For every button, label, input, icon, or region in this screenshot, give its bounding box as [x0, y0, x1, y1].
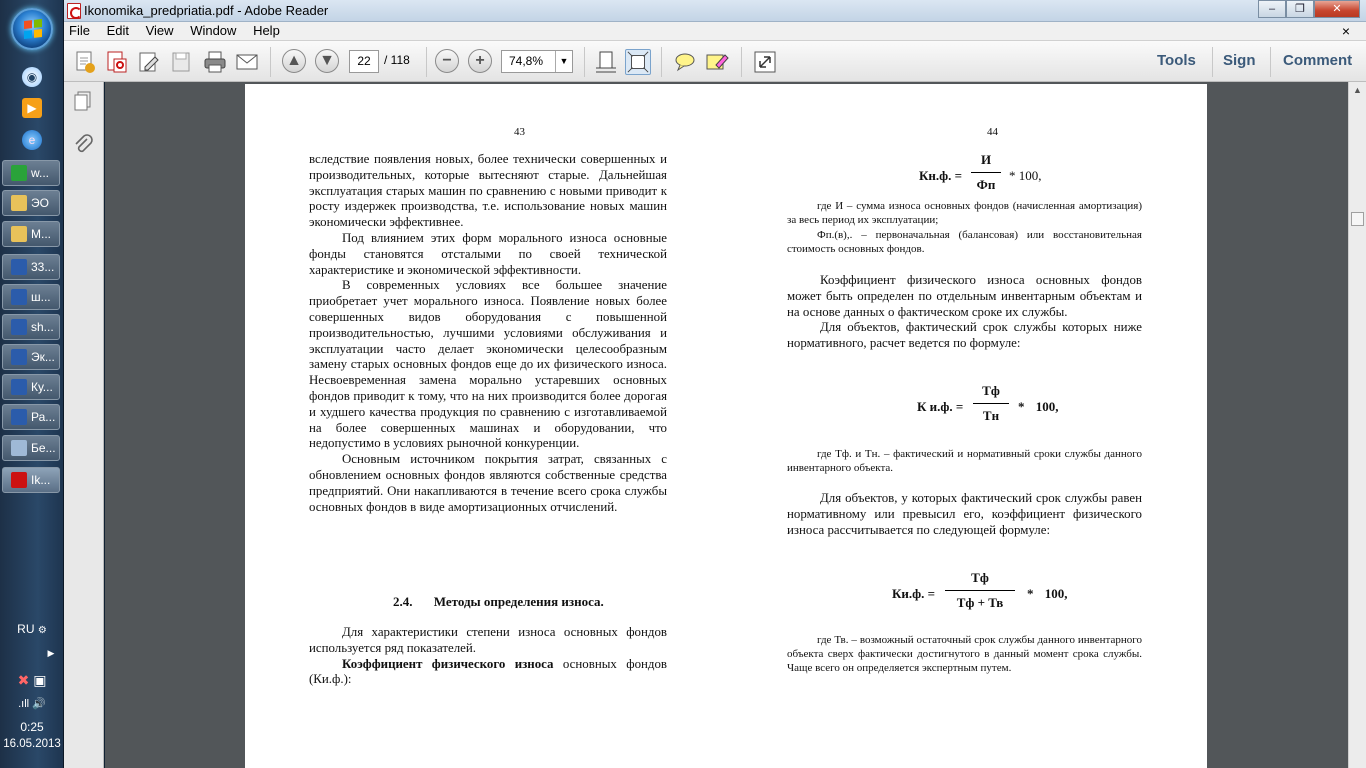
edit-icon[interactable] [136, 49, 162, 75]
create-icon[interactable] [72, 49, 98, 75]
next-page-button[interactable] [315, 49, 339, 73]
page-thumbnails-icon[interactable] [72, 90, 94, 112]
taskbar-button-label: sh... [31, 320, 54, 334]
formula-3-fraction [945, 570, 1015, 611]
formula-2-rhs: * 100, [1018, 399, 1059, 414]
formula-1-rhs: * 100, [1009, 168, 1042, 183]
paragraph: Для объектов, фактический срок службы которых ниже нормативного, расчет ведется по формуле: [787, 320, 1142, 351]
word-icon [11, 319, 27, 335]
separator [741, 47, 742, 77]
fraction-line [971, 172, 1001, 173]
minus-icon: − [442, 52, 452, 69]
email-icon[interactable] [234, 49, 260, 75]
language-menu-icon: ⚙ [37, 625, 47, 636]
pdf-page [245, 84, 1207, 768]
right-column-text [787, 273, 1142, 352]
taskbar-button[interactable] [2, 190, 60, 216]
fit-window-icon[interactable] [625, 49, 651, 75]
media-center-icon[interactable]: ◉ [22, 67, 42, 87]
denominator: Фп [976, 177, 996, 192]
numerator: Тф [971, 570, 989, 585]
paragraph: вследствие появления новых, более технически совершенных и производительных, которые вытесняют старые. Дальнейшая эксплуатация старых машин по сравнению с новыми приводит к росту издержек производства, т.е. использование новых машин экономически эффективнее. [309, 152, 667, 230]
minimize-button[interactable]: – [1258, 0, 1286, 18]
media-player-icon[interactable]: ▶ [22, 98, 42, 118]
pdf-icon [11, 472, 27, 488]
paragraph: Для объектов, у которых фактический срок службы равен нормативному или превысил его, коэффициент физического износа рассчитывается по следующей формуле: [787, 491, 1142, 537]
paragraph: Под влиянием этих форм морального износа основные фонды становятся отсталыми по своей технической характеристике и экономической эффективности. [309, 230, 667, 277]
left-column-text [309, 152, 667, 515]
paragraph: В современных условиях все большее значение приобретает учет морального износа. Появление новых более совершенных видов оборудования с повышенной производительностью, лучшими условиями обслуживания и эксплуатации часто делает экономически целесообразным замену старых основных фондов еще до их физического износа. Несвоевременная замена морально устаревших основных фондов приводит к тому, что на них производится более дорогая и худшего качества продукция по сравнению с изготавливаемой на более совершенных машинах и оборудовании, что недопустимо в условиях рыночной конкуренции. [309, 278, 667, 451]
full-screen-icon[interactable] [752, 49, 778, 75]
section-number: 2.4. [393, 594, 413, 609]
taskbar-button-label: Ку... [31, 380, 53, 394]
folder-icon [11, 195, 27, 211]
clock-date[interactable]: 16.05.2013 [3, 738, 61, 750]
comment-pane-link[interactable]: Comment [1283, 52, 1353, 69]
taskbar-button[interactable] [2, 467, 60, 493]
zoom-in-button[interactable] [468, 49, 492, 73]
paragraph: Коэффициент физического износа основных фондов может быть определен по отдельным инвентарным объектам и на основе данных о фактическом сроке их службы. [787, 273, 1142, 319]
fit-page-icon[interactable] [593, 49, 619, 75]
bold-term: Коэффициент физического износа [342, 656, 554, 671]
menu-window[interactable]: Window [190, 23, 237, 38]
taskbar-button-label: ЭО [31, 196, 49, 210]
formula-1-lhs: Кн.ф. = [919, 168, 963, 183]
tray-icons-2 [0, 697, 64, 710]
taskbar-button[interactable] [2, 374, 60, 400]
right-column-text-2 [787, 491, 1142, 538]
show-hidden-icons-arrow[interactable]: ▶ [47, 648, 55, 658]
adobe-reader-icon [67, 3, 81, 19]
menu-view[interactable]: View [145, 23, 174, 38]
taskbar-button[interactable] [2, 314, 60, 340]
numerator: И [980, 152, 992, 167]
scroll-up-icon[interactable]: ▲ [1353, 85, 1362, 95]
taskbar-button[interactable] [2, 254, 60, 280]
window-title: Ikonomika_predpriatia.pdf - Adobe Reader [84, 3, 329, 18]
menu-edit[interactable]: Edit [106, 23, 129, 38]
fraction-line [973, 403, 1009, 404]
taskbar-button-label: 33... [31, 260, 55, 274]
toolbar [64, 41, 1366, 82]
word-icon [11, 379, 27, 395]
numerator: Тф [982, 383, 1000, 398]
page-number-input[interactable]: 22 [349, 50, 379, 73]
taskbar-button-label: w... [31, 166, 50, 180]
zoom-value: 74,8% [509, 54, 544, 68]
taskbar-button[interactable] [2, 221, 60, 247]
taskbar-button[interactable] [2, 404, 60, 430]
note: где Тв. – возможный остаточный срок службы данного инвентарного объекта сверх фактически достигнутого в данный момент срока службы. Чаще всего он определяется экспертным путем. [787, 634, 1142, 674]
taskbar-button-label: Ik... [31, 473, 51, 487]
paragraph: Для характеристики степени износа основных фондов используется ряд показателей. [309, 625, 667, 655]
language-indicator[interactable] [0, 622, 64, 636]
attachments-icon[interactable] [72, 134, 94, 156]
word-icon [11, 349, 27, 365]
arrow-down-icon: ▼ [319, 52, 335, 69]
signal-icon[interactable]: .ıll [18, 698, 30, 710]
windows-taskbar [0, 0, 64, 768]
tools-pane-link[interactable]: Tools [1157, 52, 1196, 69]
maximize-button[interactable]: ❐ [1286, 0, 1314, 18]
note: Фп.(в),. – первоначальная (балансовая) или восстановительная стоимость основных фондов. [787, 229, 1142, 255]
denominator: Тф + Тв [956, 595, 1004, 610]
word-icon [11, 289, 27, 305]
denominator: Тн [982, 408, 1000, 423]
create-pdf-icon[interactable] [104, 49, 130, 75]
separator [426, 47, 427, 77]
fraction-line [945, 590, 1015, 591]
print-icon[interactable] [202, 49, 228, 75]
menu-help[interactable]: Help [253, 23, 280, 38]
section-heading [393, 594, 604, 610]
folder-icon [11, 226, 27, 242]
word-icon [11, 409, 27, 425]
window-titlebar [64, 0, 1366, 22]
taskbar-button[interactable] [2, 160, 60, 186]
windows-logo-icon [24, 19, 42, 39]
left-column-text-2 [309, 625, 667, 688]
save-icon[interactable] [168, 49, 194, 75]
separator [1212, 47, 1213, 77]
sign-pane-link[interactable]: Sign [1223, 52, 1256, 69]
taskbar-button[interactable] [2, 344, 60, 370]
language-label: RU [17, 622, 35, 636]
volume-icon[interactable]: 🔊 [32, 698, 46, 710]
taskbar-button-label: Ра... [31, 410, 56, 424]
close-button[interactable]: ✕ [1314, 0, 1360, 18]
separator [1270, 47, 1271, 77]
safe-remove-icon[interactable]: ▣ [33, 672, 47, 688]
word-icon [11, 259, 27, 275]
taskbar-button-label: M... [31, 227, 51, 241]
separator [270, 47, 271, 77]
paragraph-rest: основных фондов (Ки.ф.): [309, 656, 667, 687]
highlight-icon[interactable] [704, 49, 730, 75]
taskbar-button[interactable] [2, 284, 60, 310]
formula-2-lhs: К и.ф. = [917, 399, 964, 414]
formula-2-fraction [973, 383, 1009, 424]
taskbar-button-label: ш... [31, 290, 51, 304]
page-number-left: 43 [514, 126, 525, 138]
taskbar-button-label: Эк... [31, 350, 55, 364]
menu-bar [64, 22, 1366, 41]
note: где Тф. и Тн. – фактический и нормативный сроки службы данного инвентарного объекта. [787, 448, 1142, 474]
zoom-select[interactable] [501, 50, 573, 73]
sticky-note-icon[interactable] [672, 49, 698, 75]
paragraph: Основным источником покрытия затрат, связанных с обновлением основных фондов являются собственные средства предприятий. Они накапливаются в течение всего срока службы основных фондов в виде амортизационных отчислений. [309, 452, 667, 514]
navigation-panel [64, 82, 104, 768]
page-number-right: 44 [987, 126, 998, 138]
close-document-icon[interactable]: × [1341, 23, 1350, 39]
separator [661, 47, 662, 77]
zoom-out-button[interactable] [435, 49, 459, 73]
taskbar-button-label: Бе... [31, 441, 56, 455]
section-title: Методы определения износа. [433, 594, 604, 609]
separator [584, 47, 585, 77]
note: где И – сумма износа основных фондов (начисленная амортизация) за весь период их эксплуатации; [787, 200, 1142, 226]
paragraph [309, 657, 667, 689]
internet-explorer-icon[interactable]: e [22, 130, 42, 150]
chevron-down-icon[interactable]: ▼ [555, 51, 572, 72]
clock-time[interactable]: 0:25 [20, 720, 44, 734]
scrollbar-thumb[interactable] [1351, 212, 1364, 226]
page-total-label: / 118 [384, 53, 410, 67]
start-button[interactable] [11, 8, 53, 50]
notepad-icon [11, 440, 27, 456]
previous-page-button[interactable] [282, 49, 306, 73]
taskbar-button[interactable] [2, 435, 60, 461]
formula-3-rhs: * 100, [1027, 586, 1068, 601]
arrow-up-icon: ▲ [286, 52, 302, 69]
formula-1-fraction [971, 152, 1001, 193]
tray-icons [0, 672, 64, 689]
chrome-icon [11, 165, 27, 181]
menu-file[interactable]: File [69, 23, 90, 38]
formula-3-lhs: Ки.ф. = [892, 586, 936, 601]
vertical-scrollbar[interactable] [1348, 82, 1366, 768]
plus-icon: + [475, 52, 485, 69]
network-error-icon[interactable]: ✖ [17, 672, 30, 688]
